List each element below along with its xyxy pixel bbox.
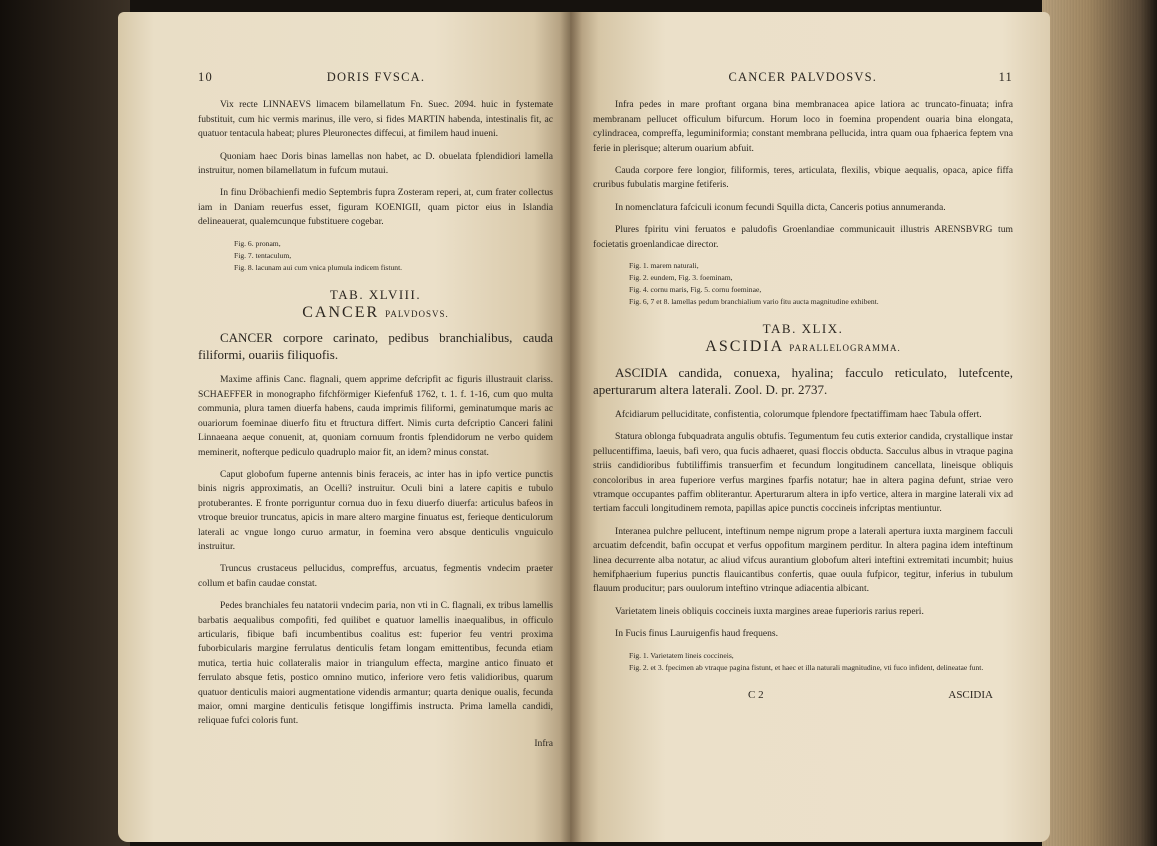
figure-caption: Fig. 6, 7 et 8. lamellas pedum branchialium vario fitu aucta magnitudine exhibent.	[629, 297, 879, 307]
paragraph: Pedes branchiales feu natatorii vndecim paria, non vti in C. flagnali, ex tribus lamellis barbatis aequalibus compofiti, fed quilibet e quatuor lamellis inaequalibus, in officulo articularis, fibique bafi incumbentibus coalitus est: fuperior feu ventri proxima fuborbicularis margine ferrulatus denticulis fetam longam emittentibus, fecunda etiam mutica, tertia huic collateralis maior in triangulum effecta, margine antico finuato et ferrulato absque fetis, postico omnino mutico, inferiore vero fetis validioribus, quarum quatuor denticulis maiori augmentatione videndis armantur; quarta denique oualis, fecunda maior, omni margine denticulis fetisque longiffimis instructa. Prima lamella candidi, reliquae fufci coloris funt.	[198, 600, 553, 727]
paragraph: Afcidiarum pelluciditate, confistentia, colorumque fplendore fpectatiffimam haec Tabula offert.	[615, 408, 982, 420]
paragraph: Truncus crustaceus pellucidus, compreffus, arcuatus, fegmentis vndecim praeter collum et bafin caudae constat.	[198, 563, 553, 589]
species-heading	[198, 306, 553, 321]
paragraph: Cauda corpore fere longior, filiformis, teres, articulata, flexilis, vbique aequalis, opaca, apice fiffa cruribus fubulatis margine fetiferis.	[593, 165, 1013, 191]
left-page	[118, 12, 570, 842]
paragraph: Interanea pulchre pellucent, inteftinum nempe nigrum prope a laterali apertura iuxta marginem facculi arcuatim defcendit, bafin occupat et verfus oppofitum marginem perditur. In altera pagina idem inteftinum linea decurrente alba notatur, ac aliud vifcus aurantium globofum alteri inteftini extremitati incumbit; huius hemifphaerium fuperius punctis flauicantibus confertis, quae ouula fufpicor, tegitur, inferius in tubulum flauum producitur; pars ouulorum inteftino vtrinque adiacentia albicant.	[593, 525, 1013, 595]
paragraph: In nomenclatura fafciculi iconum fecundi Squilla dicta, Canceris potius annumeranda.	[615, 201, 946, 213]
figure-list	[593, 260, 1013, 308]
species-name: PALVDOSVS.	[385, 309, 449, 320]
diagnosis: CANCER corpore carinato, pedibus branchialibus, cauda filiformi, ouariis filiquofis.	[198, 330, 553, 363]
catchword: Infra	[534, 737, 553, 749]
book-page-edges-right	[1042, 0, 1157, 846]
figure-caption: Fig. 1. marem naturali,	[629, 261, 699, 271]
diagnosis: ASCIDIA candida, conuexa, hyalina; facculo reticulato, lutefcente, aperturarum altera laterali. Zool. D. pr. 2737.	[593, 364, 1013, 397]
page-number: 11	[998, 70, 1013, 84]
figure-caption: Fig. 1. Varietatem lineis coccineis,	[629, 650, 734, 660]
book-edge-left	[0, 0, 130, 846]
figure-caption: Fig. 8. lacunam aui cum vnica plumula indicem fistunt.	[234, 262, 403, 272]
running-head: CANCER PALVDOSVS.	[728, 70, 878, 84]
right-page-text	[593, 70, 1013, 702]
right-page	[570, 12, 1050, 842]
figure-caption: Fig. 2. eundem, Fig. 3. foeminam,	[629, 273, 733, 283]
plate-label: TAB. XLIX.	[762, 321, 844, 337]
left-page-text	[198, 70, 553, 751]
paragraph: Caput globofum fuperne antennis binis feraceis, ac inter has in ipfo vertice punctis binis nigris approximatis, an Ocelli? instruitur. Oculi bini a latere capitis e tubulo protuberantes. E fronte porriguntur cornua duo in fexu diuerfo diuerfa: articulus bafeos in vtroque breuior truncatus, apicis in mare altero margine finuatus est, ferieque denticulorum laterali ac vngue longo curuo armatur, in foemina vero absque denticulis vnguiculo instruitur.	[198, 468, 553, 552]
paragraph: Maxime affinis Canc. flagnali, quem apprime defcripfit ac figuris illustrauit clariss. SCHAEFFER in monographo fifchförmiger Kiefenfuß 1762, t. 1. f. 1-16, cum quo multa communia, plura tamen diuerfa habens, cauda imprimis filiformi, geminatumque maris ac ouariorum foeminae diuerfo fitu et ftructura differt. Nimis curta defcriptio Canceri falini Linnaeana aeque conuenit, at, quoniam cornuum frontis fplendidorum ne verbo quidem meminerit, nofterque pediculo quadruplo maior fit, an idem? minus constat.	[198, 374, 553, 458]
paragraph: In Fucis finus Lauruigenfis haud frequens.	[615, 628, 779, 640]
right-page-header	[593, 70, 1013, 84]
plate-label: TAB. XLVIII.	[329, 286, 422, 302]
paragraph: Statura oblonga fubquadrata angulis obtufis. Tegumentum feu cutis exterior candida, crystallique instar pellucentiffima, laeuis, bafi vero, qua fucis adhaeret, quasi floccis obducta. Sacculus albus in vtraque pagina striis candidioribus fubtiliffimis transuerfim et fecundum longitudinem cancellata, lineisque obliquis concoloribus in area fuperiore verfus margines fparfis notatur; hae in altera pagina defunt, striae vero vtramque occupantes paffim obliterantur. Aperturarum altera in ipfo vertice, altera in margine laterali vix ad tertiam facculi longitudinem remota, papillas apice punctis coccineis infcriptas mentiuntur.	[593, 431, 1013, 515]
figure-caption: Fig. 7. tentaculum,	[234, 250, 292, 260]
paragraph: Varietatem lineis obliquis coccineis iuxta margines areae fuperioris rarius reperi.	[615, 605, 924, 617]
paragraph: Plures fpiritu vini feruatos e paludofis Groenlandiae communicauit illustris ARENSBVRG tum focietatis groenlandicae director.	[593, 224, 1013, 250]
figure-list	[198, 238, 553, 274]
genus-name: CANCER	[302, 304, 380, 322]
species-heading	[593, 340, 1013, 355]
figure-list	[593, 650, 1013, 674]
catchword: ASCIDIA	[948, 688, 993, 701]
left-page-header	[198, 70, 553, 84]
species-name: PARALLELOGRAMMA.	[789, 343, 901, 354]
signature-mark: C 2	[748, 688, 764, 701]
page-number: 10	[198, 70, 213, 84]
paragraph: Vix recte LINNAEVS limacem bilamellatum Fn. Suec. 2094. huic in fystemate fubstituit, cum hic vermis marinus, ille vero, si fides MARTIN habenda, intestinalis fit, ac quatuor tentacula habeat; plures Pleuronectes diffecui, at fimilem haud inueni.	[198, 99, 553, 140]
figure-caption: Fig. 2. et 3. fpecimen ab vtraque pagina fistunt, et haec et illa naturali magnitudine, vti fuco infident, delineatae funt.	[629, 662, 984, 672]
right-page-footer	[593, 688, 1013, 702]
figure-caption: Fig. 6. pronam,	[234, 238, 281, 248]
figure-caption: Fig. 4. cornu maris, Fig. 5. cornu foeminae,	[629, 285, 762, 295]
running-head: DORIS FVSCA.	[326, 70, 426, 84]
paragraph: Quoniam haec Doris binas lamellas non habet, ac D. obuelata fplendidiori lamella instruitur, nomen bilamellatum in fufcum mutaui.	[198, 150, 553, 177]
paragraph: Infra pedes in mare proftant organa bina membranacea apice latiora ac truncato-finuata; infra membranam pellucet officulum bifurcum. Horum loco in foemina propendent ouaria bina elongata, cylindracea, compreffa, leguminiformia; constant membrana pellucida, intra quam oua fphaerica feptem vna ferie in plerisque; alterum ouarium abfuit.	[593, 99, 1013, 154]
paragraph: In finu Dröbachienfi medio Septembris fupra Zosteram reperi, at, cum frater collectus iam in Daniam reuerfus esset, figuram KOENIGII, quam pictor eius in Islandia delineauerat, qualemcunque fubstituere cogebar.	[198, 187, 553, 228]
genus-name: ASCIDIA	[705, 338, 784, 356]
